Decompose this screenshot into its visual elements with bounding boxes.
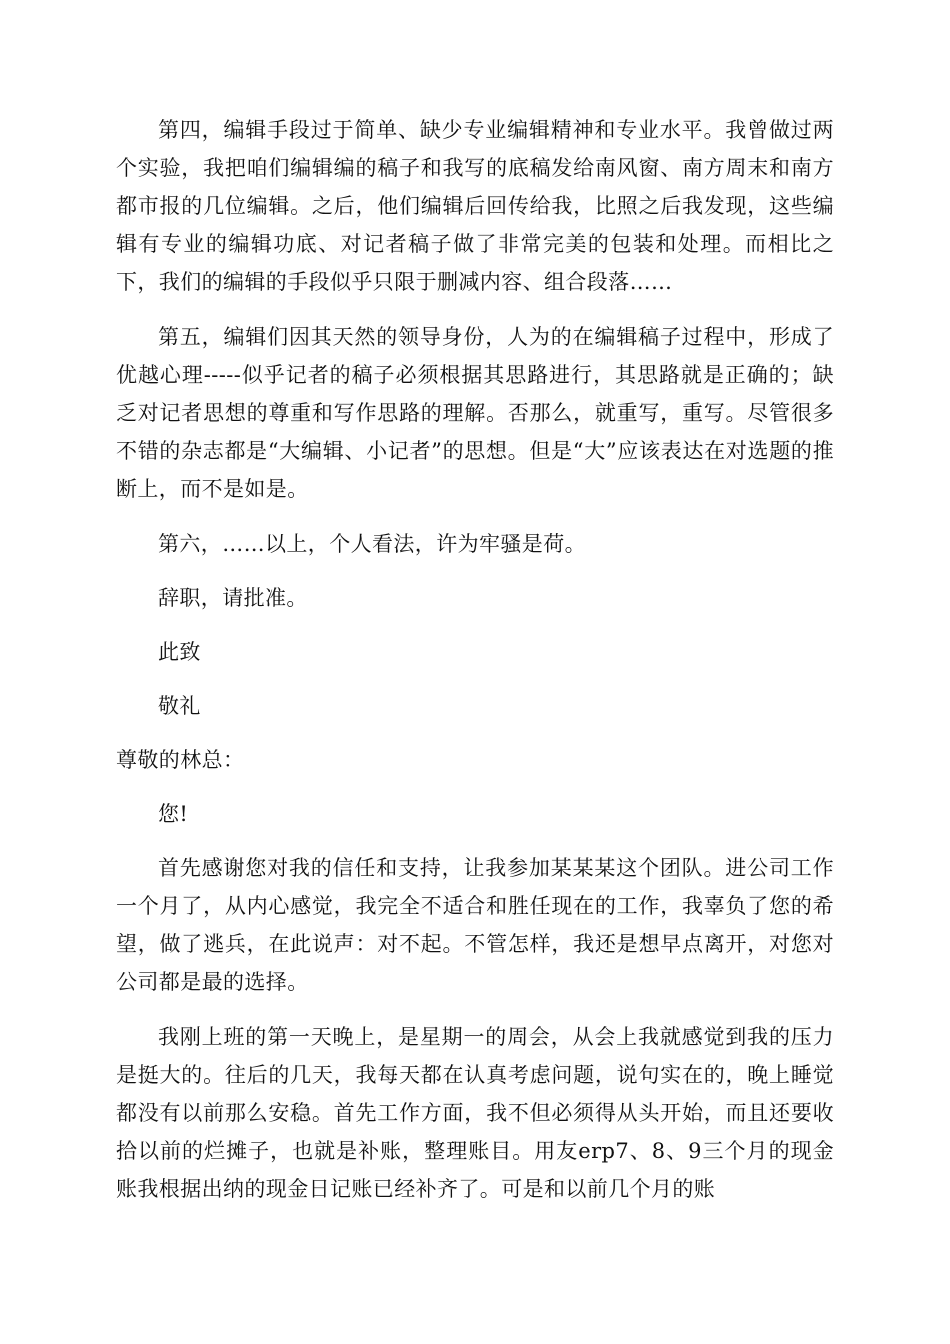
greeting: 您! <box>158 802 189 826</box>
paragraph-thanks: 首先感谢您对我的信任和支持，让我参加某某某这个团队。进公司工作一个月了，从内心感觉，我完全不适合和胜任现在的工作，我辜负了您的希望，做了逃兵，在此说声：对不起。不管怎样，我还是想早点离开，对您对公司都是最的选择。 <box>116 856 834 994</box>
document-body <box>116 111 834 1208</box>
paragraph-fourth-point: 第四，编辑手段过于简单、缺少专业编辑精神和专业水平。我曾做过两个实验，我把咱们编辑编的稿子和我写的底稿发给南风窗、南方周末和南方都市报的几位编辑。之后，他们编辑后回传给我，比照之后我发现，这些编辑有专业的编辑功底、对记者稿子做了非常完美的包装和处理。而相比之下，我们的编辑的手段似乎只限于删减内容、组合段落…… <box>116 118 834 294</box>
paragraph-resignation-request: 辞职，请批准。 <box>158 586 308 610</box>
paragraph-closing-cizhi: 此致 <box>158 640 201 664</box>
paragraph-closing-jingli: 敬礼 <box>158 694 201 718</box>
paragraph-sixth-point: 第六，……以上，个人看法，许为牢骚是荷。 <box>158 532 586 556</box>
paragraph-first-day: 我刚上班的第一天晚上，是星期一的周会，从会上我就感觉到我的压力是挺大的。往后的几天，我每天都在认真考虑问题，说句实在的，晚上睡觉都没有以前那么安稳。首先工作方面，我不但必须得从头开始，而且还要收拾以前的烂摊子，也就是补账，整理账目。用友erp7、8、9三个月的现金账我根据出纳的现金日记账已经补齐了。可是和以前几个月的账 <box>116 1025 834 1201</box>
salutation: 尊敬的林总： <box>116 748 245 772</box>
paragraph-fifth-point: 第五，编辑们因其天然的领导身份，人为的在编辑稿子过程中，形成了优越心理-----似乎记者的稿子必须根据其思路进行，其思路就是正确的；缺乏对记者思想的尊重和写作思路的理解。否那么，就重写，重写。尽管很多不错的杂志都是“大编辑、小记者”的思想。但是“大”应该表达在对选题的推断上，而不是如是。 <box>116 325 834 501</box>
